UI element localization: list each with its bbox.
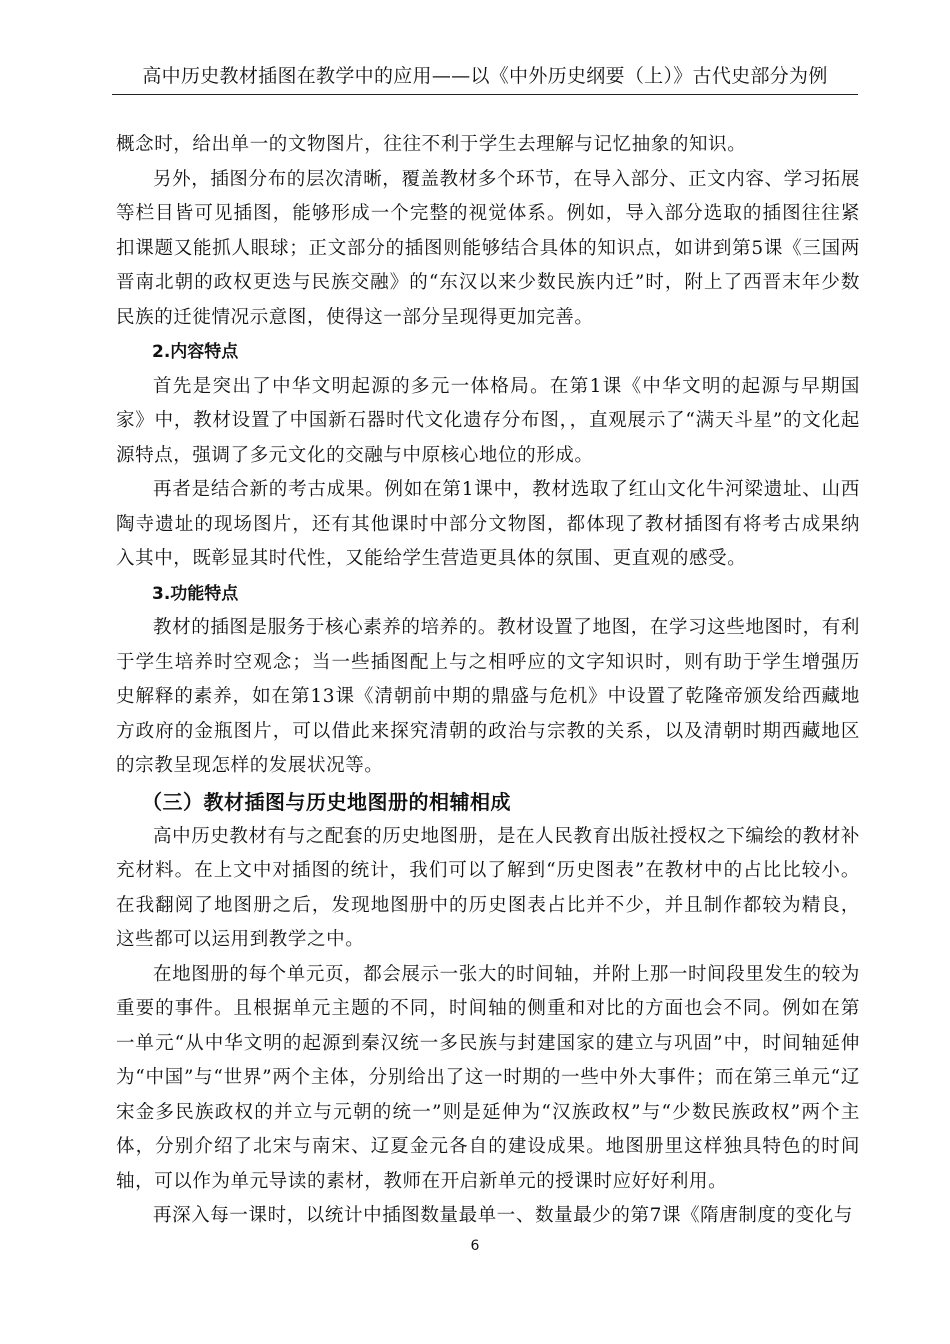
running-header: 高中历史教材插图在教学中的应用——以《中外历史纲要（上）》古代史部分为例	[112, 58, 858, 95]
paragraph-civilization-origins: 首先是突出了中华文明起源的多元一体格局。在第1课《中华文明的起源与早期国家》中，教材设置了中国新石器时代文化遗存分布图，，直观展示了“满天斗星”的文化起源特点，强调了多元文化的交融与中原核心地位的形成。	[116, 375, 860, 466]
paragraph-illustration-layout: 另外，插图分布的层次清晰，覆盖教材多个环节，在导入部分、正文内容、学习拓展等栏目皆可见插图，能够形成一个完整的视觉体系。例如，导入部分选取的插图往往紧扣课题又能抓人眼球；正文部分的插图则能够结合具体的知识点，如讲到第5课《三国两晋南北朝的政权更迭与民族交融》的“东汉以来少数民族内迁”时，附上了西晋末年少数民族的迁徙情况示意图，使得这一部分呈现得更加完善。	[116, 168, 860, 328]
document-body	[116, 128, 860, 1234]
subheading-function-features: 3.功能特点	[152, 583, 239, 604]
subheading-content-features: 2.内容特点	[152, 342, 239, 362]
paragraph-atlas-intro: 高中历史教材有与之配套的历史地图册，是在人民教育出版社授权之下编绘的教材补充材料。在上文中对插图的统计，我们可以了解到“历史图表”在教材中的占比比较小。在我翻阅了地图册之后，发现地图册中的历史图表占比并不少，并且制作都较为精良，这些都可以运用到教学之中。	[116, 825, 860, 950]
paragraph-lesson-seven: 再深入每一课时，以统计中插图数量最单一、数量最少的第7课《隋唐制度的变化与	[153, 1205, 853, 1226]
page-number: 6	[470, 1238, 480, 1254]
paragraph-continuation: 概念时，给出单一的文物图片，往往不利于学生去理解与记忆抽象的知识。	[116, 134, 747, 155]
paragraph-timeline: 在地图册的每个单元页，都会展示一张大的时间轴，并附上那一时间段里发生的较为重要的事件。且根据单元主题的不同，时间轴的侧重和对比的方面也会不同。例如在第一单元“从中华文明的起源到秦汉统一多民族与封建国家的建立与巩固”中，时间轴延伸为“中国”与“世界”两个主体，分别给出了这一时期的一些中外大事件；而在第三单元“辽宋金多民族政权的并立与元朝的统一”则是延伸为“汉族政权”与“少数民族政权”两个主体，分别介绍了北宋与南宋、辽夏金元各自的建设成果。地图册里这样独具特色的时间轴，可以作为单元导读的素材，教师在开启新单元的授课时应好好利用。	[116, 963, 860, 1192]
section-heading: （三）教材插图与历史地图册的相辅相成	[142, 789, 511, 814]
paragraph-core-literacy: 教材的插图是服务于核心素养的培养的。教材设置了地图，在学习这些地图时，有利于学生培养时空观念；当一些插图配上与之相呼应的文字知识时，则有助于学生增强历史解释的素养，如在第13课《清朝前中期的鼎盛与危机》中设置了乾隆帝颁发给西藏地方政府的金瓶图片，可以借此来探究清朝的政治与宗教的关系，以及清朝时期西藏地区的宗教呈现怎样的发展状况等。	[116, 617, 860, 776]
paragraph-archaeology: 再者是结合新的考古成果。例如在第1课中，教材选取了红山文化牛河梁遗址、山西陶寺遗址的现场图片，还有其他课时中部分文物图，都体现了教材插图有将考古成果纳入其中，既彰显其时代性，又能给学生营造更具体的氛围、更直观的感受。	[116, 479, 860, 569]
